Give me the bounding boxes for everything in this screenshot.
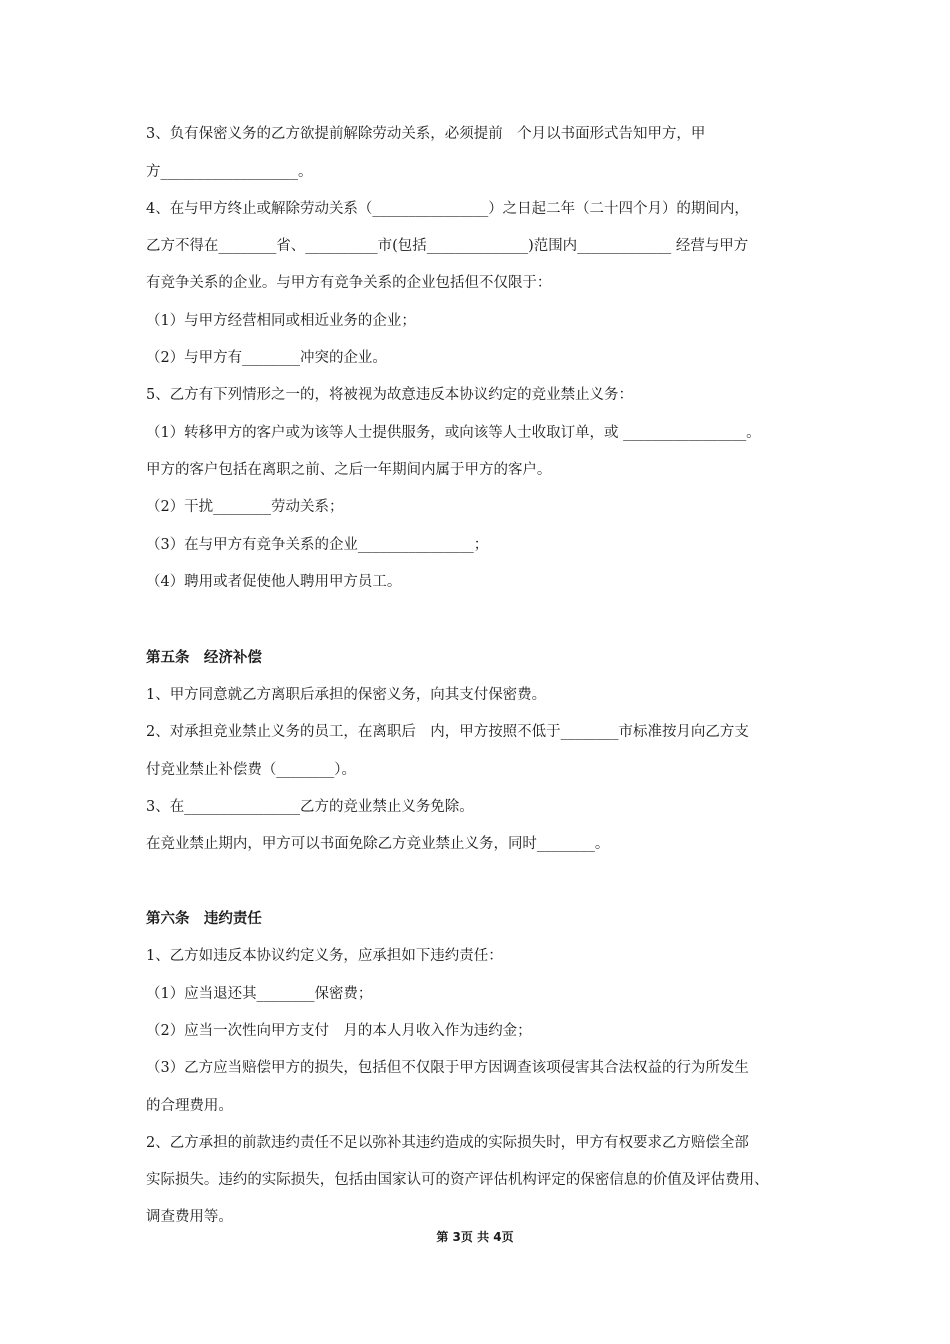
clause-5-3: 3、在________________乙方的竞业禁止义务免除。	[146, 799, 474, 815]
clause-4-5-item-4: （4）聘用或者促使他人聘用甲方员工。	[146, 574, 402, 590]
clause-6-2-line-1: 2、乙方承担的前款违约责任不足以弥补其违约造成的实际损失时，甲方有权要求乙方赔偿全部	[146, 1135, 749, 1151]
clause-4-4-line-3: 有竞争关系的企业。与甲方有竞争关系的企业包括但不仅限于：	[146, 275, 552, 291]
clause-5-2-line-1: 2、对承担竞业禁止义务的员工，在离职后 内，甲方按照不低于________市标准按月向乙方支	[146, 724, 749, 740]
clause-6-1-item-3: （3）乙方应当赔偿甲方的损失，包括但不仅限于甲方因调查该项侵害其合法权益的行为所发生	[146, 1060, 749, 1076]
clause-4-5-item-1-cont: 甲方的客户包括在离职之前、之后一年期间内属于甲方的客户。	[146, 462, 552, 478]
clause-6-2-line-3: 调查费用等。	[146, 1209, 233, 1225]
clause-6-1-item-1: （1）应当退还其________保密费；	[146, 986, 373, 1002]
page-number-footer: 第 3页 共 4页	[436, 1230, 514, 1244]
clause-6-1-item-2: （2）应当一次性向甲方支付 月的本人月收入作为违约金；	[146, 1023, 532, 1039]
clause-4-5-line-1: 5、乙方有下列情形之一的，将被视为故意违反本协议约定的竞业禁止义务：	[146, 387, 634, 403]
clause-4-4-line-1: 4、在与甲方终止或解除劳动关系（________________）之日起二年（二十四个月）的期间内，	[146, 201, 749, 217]
clause-4-4-line-2: 乙方不得在________省、__________市(包括______________)范围内_____________ 经营与甲方	[146, 238, 749, 254]
clause-4-5-item-1: （1）转移甲方的客户或为该等人士提供服务，或向该等人士收取订单，或 _________________。	[146, 425, 761, 441]
clause-6-1-item-3-cont: 的合理费用。	[146, 1098, 233, 1114]
clause-4-4-item-2: （2）与甲方有________冲突的企业。	[146, 350, 387, 366]
clause-4-5-item-2: （2）干扰________劳动关系；	[146, 499, 344, 515]
article-5-heading: 第五条 经济补偿	[146, 650, 262, 666]
article-6-heading: 第六条 违约责任	[146, 911, 262, 927]
clause-4-3-line-2: 方___________________。	[146, 164, 313, 180]
clause-5-2-line-2: 付竞业禁止补偿费（________）。	[146, 762, 356, 778]
clause-5-1: 1、甲方同意就乙方离职后承担的保密义务，向其支付保密费。	[146, 687, 547, 703]
clause-5-3-cont: 在竞业禁止期内，甲方可以书面免除乙方竞业禁止义务，同时________。	[146, 836, 610, 852]
clause-4-3-line-1: 3、负有保密义务的乙方欲提前解除劳动关系，必须提前 个月以书面形式告知甲方，甲	[146, 126, 706, 142]
clause-4-5-item-3: （3）在与甲方有竞争关系的企业________________；	[146, 537, 489, 553]
clause-4-4-item-1: （1）与甲方经营相同或相近业务的企业；	[146, 313, 416, 329]
clause-6-2-line-2: 实际损失。违约的实际损失，包括由国家认可的资产评估机构评定的保密信息的价值及评估费用、	[146, 1172, 769, 1188]
clause-6-1: 1、乙方如违反本协议约定义务，应承担如下违约责任：	[146, 948, 503, 964]
